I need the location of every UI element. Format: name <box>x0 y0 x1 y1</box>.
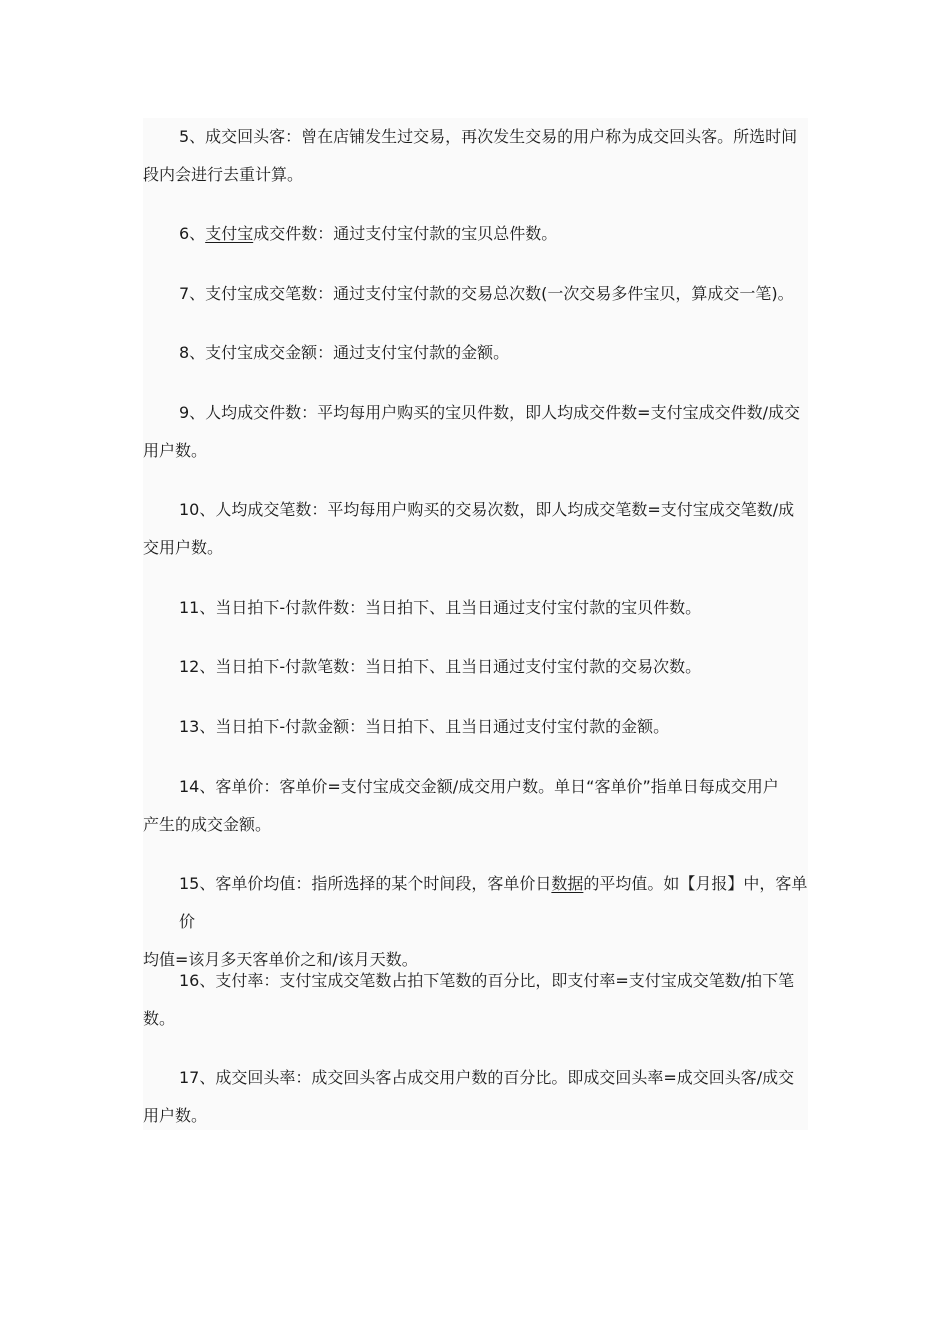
item-prefix: 6、 <box>179 224 206 243</box>
item-line: 14、客单价：客单价=支付宝成交金额/成交用户数。单日“客单价”指单日每成交用户 <box>179 777 779 796</box>
definition-item-12 <box>143 648 811 686</box>
item-text: 15、客单价均值：指所选择的某个时间段，客单价日 <box>179 874 552 893</box>
item-line: 8、支付宝成交金额：通过支付宝付款的金额。 <box>179 343 510 362</box>
definition-item-14 <box>143 768 811 844</box>
definition-item-11 <box>143 589 811 627</box>
item-line-continued: 产生的成交金额。 <box>143 815 272 834</box>
item-line: 17、成交回头率：成交回头客占成交用户数的百分比。即成交回头率=成交回头客/成交 <box>179 1068 795 1087</box>
definition-item-6 <box>143 215 811 253</box>
definition-item-10 <box>143 491 811 567</box>
item-line <box>143 215 811 253</box>
definition-item-9 <box>143 394 811 470</box>
item-line-continued: 均值=该月多天客单价之和/该月天数。 <box>143 950 418 969</box>
item-text: 成交件数：通过支付宝付款的宝贝总件数。 <box>253 224 558 243</box>
item-line-continued: 交用户数。 <box>143 538 224 557</box>
item-line-continued: 用户数。 <box>143 1106 208 1125</box>
item-text-rest: 的平均值。如【月报】中，客单价 <box>179 874 808 931</box>
item-line-continued: 用户数。 <box>143 441 208 460</box>
item-line: 16、支付率：支付宝成交笔数占拍下笔数的百分比，即支付率=支付宝成交笔数/拍下笔 <box>179 971 795 990</box>
definition-item-17 <box>143 1059 811 1135</box>
item-line-continued: 段内会进行去重计算。 <box>143 165 304 184</box>
item-line: 12、当日拍下-付款笔数：当日拍下、且当日通过支付宝付款的交易次数。 <box>179 657 702 676</box>
definition-item-13 <box>143 708 811 746</box>
definition-item-7 <box>143 275 811 313</box>
definition-item-16 <box>143 962 811 1038</box>
item-line: 13、当日拍下-付款金额：当日拍下、且当日通过支付宝付款的金额。 <box>179 717 670 736</box>
item-line: 11、当日拍下-付款件数：当日拍下、且当日通过支付宝付款的宝贝件数。 <box>179 598 702 617</box>
item-line: 7、支付宝成交笔数：通过支付宝付款的交易总次数(一次交易多件宝贝，算成交一笔)。 <box>179 284 794 303</box>
item-line-continued: 数。 <box>143 1009 176 1028</box>
item-line: 9、人均成交件数：平均每用户购买的宝贝件数，即人均成交件数=支付宝成交件数/成交 <box>179 403 800 422</box>
item-line <box>143 865 811 941</box>
alipay-link[interactable]: 支付宝 <box>205 224 254 243</box>
item-line: 10、人均成交笔数：平均每用户购买的交易次数，即人均成交笔数=支付宝成交笔数/成 <box>179 500 795 519</box>
item-line: 5、成交回头客：曾在店铺发生过交易，再次发生交易的用户称为成交回头客。所选时间 <box>179 127 798 146</box>
definition-item-5 <box>143 118 811 194</box>
data-link[interactable]: 数据 <box>551 874 584 893</box>
definition-item-8 <box>143 334 811 372</box>
